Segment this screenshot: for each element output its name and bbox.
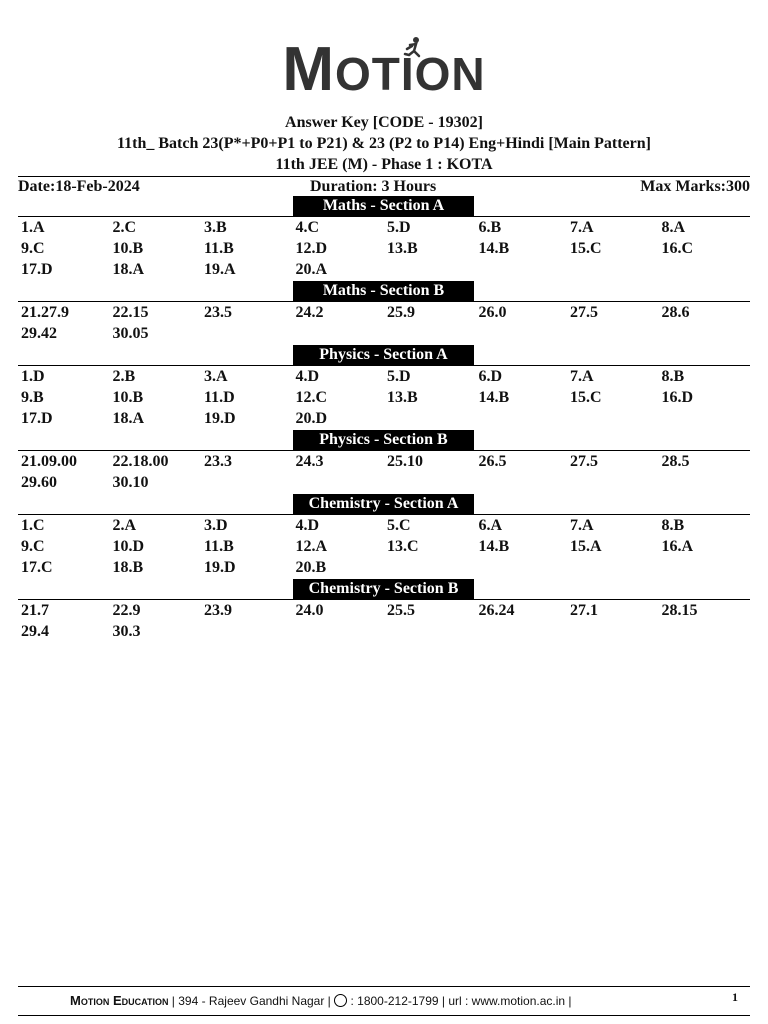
answer-item: 12.D (295, 240, 328, 257)
answer-item: 10.B (112, 240, 144, 257)
answer-item: 13.B (387, 389, 418, 406)
answer-item: 6.B (478, 219, 502, 236)
answer-item: 13.C (387, 538, 419, 555)
answer-item: 11.D (204, 389, 235, 406)
exam-date: Date:18-Feb-2024 (18, 178, 140, 195)
answer-item: 4.C (295, 219, 320, 236)
answer-item: 8.B (661, 517, 685, 534)
answer-item: 12.A (295, 538, 328, 555)
answer-item: 14.B (478, 240, 510, 257)
answer-item: 19.A (204, 261, 236, 278)
section-maths-b (18, 281, 750, 344)
answer-item: 1.A (21, 219, 45, 236)
answer-item: 9.C (21, 240, 45, 257)
answer-item: 30.05 (112, 325, 149, 342)
section-title: Physics - Section A (293, 345, 474, 365)
page-number: 1 (732, 990, 738, 1004)
answer-item: 26.24 (478, 602, 515, 619)
logo-first-letter: M (282, 35, 335, 104)
phone-icon (334, 994, 347, 1007)
answer-item: 29.42 (21, 325, 57, 342)
answer-item: 29.4 (21, 623, 49, 640)
exam-max-marks: Max Marks:300 (640, 178, 750, 195)
section-chemistry-b (18, 579, 750, 642)
answer-item: 2.B (112, 368, 136, 385)
answer-item: 26.5 (478, 453, 507, 470)
answer-item: 19.D (204, 559, 236, 576)
answer-item: 28.6 (661, 304, 690, 321)
answer-item: 29.60 (21, 474, 57, 491)
answer-item: 9.C (21, 538, 45, 555)
answer-item: 27.5 (570, 453, 598, 470)
section-title: Physics - Section B (293, 430, 474, 450)
answer-item: 15.C (570, 240, 602, 257)
answer-item: 8.B (661, 368, 685, 385)
exam-duration: Duration: 3 Hours (310, 178, 437, 195)
answer-item: 7.A (570, 517, 594, 534)
section-title: Maths - Section B (293, 281, 474, 301)
answer-item: 2.C (112, 219, 137, 236)
answer-item: 3.A (204, 368, 228, 385)
answer-item: 5.D (387, 368, 411, 385)
section-physics-b (18, 430, 750, 493)
answer-item: 13.B (387, 240, 418, 257)
answer-item: 25.5 (387, 602, 415, 619)
answer-item: 28.5 (661, 453, 690, 470)
answer-item: 23.9 (204, 602, 232, 619)
answer-item: 22.18.00 (112, 453, 169, 470)
answer-item: 8.A (661, 219, 686, 236)
running-figure-icon (400, 36, 424, 62)
answer-item: 27.1 (570, 602, 598, 619)
section-chemistry-a (18, 494, 750, 578)
logo-rest: OTION (334, 48, 486, 100)
answer-item: 4.D (295, 368, 320, 385)
answer-item: 11.B (204, 538, 234, 555)
answer-item: 10.D (112, 538, 145, 555)
section-maths-a (18, 196, 750, 280)
footer-brand: Motion Education (70, 993, 169, 1008)
answer-item: 28.15 (661, 602, 698, 619)
answer-item: 23.3 (204, 453, 232, 470)
section-title: Maths - Section A (293, 196, 474, 216)
answer-item: 5.C (387, 517, 411, 534)
exam-info-row (18, 176, 750, 197)
answer-item: 17.D (21, 410, 53, 427)
answer-item: 2.A (112, 517, 137, 534)
answer-item: 25.9 (387, 304, 415, 321)
answer-key-title: Answer Key [CODE - 19302] (285, 114, 483, 131)
answer-item: 16.C (661, 240, 694, 257)
answer-item: 18.A (112, 261, 145, 278)
answer-item: 6.A (478, 517, 503, 534)
section-title: Chemistry - Section B (293, 579, 474, 599)
answer-item: 20.B (295, 559, 327, 576)
answer-item: 14.B (478, 538, 510, 555)
answer-item: 15.A (570, 538, 602, 555)
answer-item: 3.D (204, 517, 228, 534)
answer-item: 16.D (661, 389, 694, 406)
page-footer (18, 986, 750, 1016)
answer-item: 22.9 (112, 602, 141, 619)
answer-item: 20.D (295, 410, 328, 427)
answer-item: 1.D (21, 368, 45, 385)
answer-item: 25.10 (387, 453, 423, 470)
answer-item: 17.D (21, 261, 53, 278)
answer-item: 4.D (295, 517, 320, 534)
answer-item: 15.C (570, 389, 602, 406)
answer-item: 3.B (204, 219, 227, 236)
answer-item: 21.09.00 (21, 453, 77, 470)
section-title: Chemistry - Section A (293, 494, 474, 514)
answer-grid (18, 366, 750, 429)
batch-line: 11th_ Batch 23(P*+P0+P1 to P21) & 23 (P2 to P14) Eng+Hindi [Main Pattern] (117, 135, 651, 152)
motion-logo (0, 34, 768, 104)
answer-item: 30.10 (112, 474, 149, 491)
answer-grid (18, 515, 750, 578)
answer-item: 30.3 (112, 623, 141, 640)
footer-contact: : 1800-212-1799 | url : www.motion.ac.in | (350, 994, 572, 1008)
answer-item: 18.B (112, 559, 144, 576)
answer-item: 6.D (478, 368, 503, 385)
answer-grid (18, 217, 750, 280)
answer-item: 21.7 (21, 602, 49, 619)
answer-item: 21.27.9 (21, 304, 69, 321)
answer-item: 23.5 (204, 304, 232, 321)
answer-item: 7.A (570, 219, 594, 236)
answer-item: 7.A (570, 368, 594, 385)
answer-item: 16.A (661, 538, 694, 555)
answer-item: 24.2 (295, 304, 324, 321)
answer-item: 27.5 (570, 304, 598, 321)
answer-item: 14.B (478, 389, 510, 406)
answer-item: 1.C (21, 517, 45, 534)
answer-item: 22.15 (112, 304, 149, 321)
answer-grid (18, 451, 750, 493)
answer-item: 26.0 (478, 304, 507, 321)
answer-grid (18, 302, 750, 344)
answer-item: 17.C (21, 559, 53, 576)
answer-item: 24.3 (295, 453, 324, 470)
answer-item: 18.A (112, 410, 145, 427)
answer-item: 9.B (21, 389, 44, 406)
answer-grid (18, 600, 750, 642)
section-physics-a (18, 345, 750, 429)
exam-line: 11th JEE (M) - Phase 1 : KOTA (275, 156, 493, 173)
answer-item: 10.B (112, 389, 144, 406)
answer-item: 11.B (204, 240, 234, 257)
answer-item: 12.C (295, 389, 328, 406)
answer-item: 20.A (295, 261, 328, 278)
answer-item: 5.D (387, 219, 411, 236)
answer-item: 19.D (204, 410, 236, 427)
footer-address: | 394 - Rajeev Gandhi Nagar | (171, 994, 331, 1008)
answer-item: 24.0 (295, 602, 324, 619)
